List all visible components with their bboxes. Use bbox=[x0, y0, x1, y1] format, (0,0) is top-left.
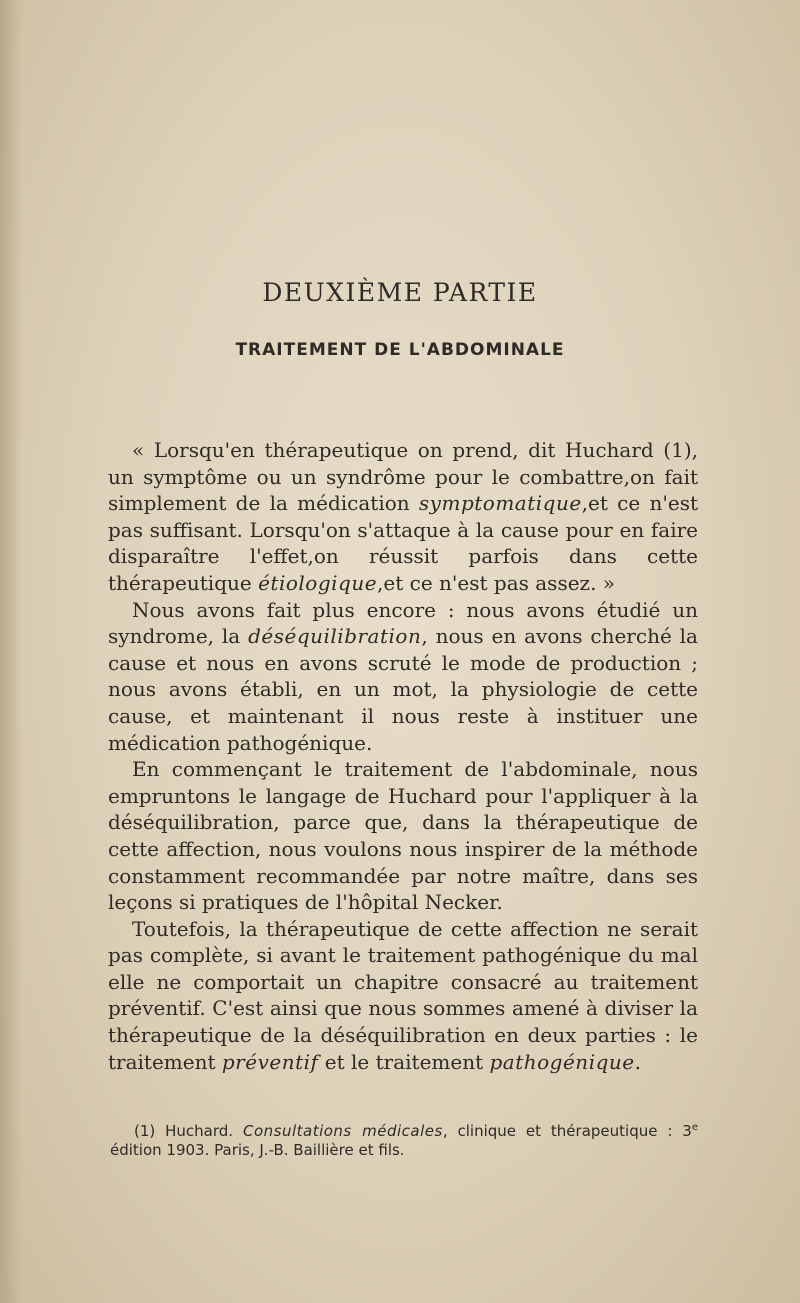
paragraph-2: Nous avons fait plus encore : nous avons étudié un syndrome, la déséquilibration, nous en avons cherché la cause et nous en avons scruté le mode de production ; nous avons établi, en un mot, la physiologie de cette cause, et maintenant il nous reste à instituer une médication pathogénique. bbox=[108, 597, 698, 755]
body-text bbox=[108, 437, 698, 1075]
page-binding-edge bbox=[0, 0, 22, 1303]
chapter-title: TRAITEMENT DE L'ABDOMINALE bbox=[235, 340, 565, 360]
paragraph-1: « Lorsqu'en thérapeutique on prend, dit Huchard (1), un symptôme ou un syndrôme pour le combattre,on fait simplement de la médication symptomatique,et ce n'est pas suffisant. Lorsqu'on s'attaque à la cause pour en faire disparaître l'effet,on réussit parfois dans cette thérapeutique étiologique,et ce n'est pas assez. » bbox=[108, 438, 699, 595]
paragraph-3: En commençant le traitement de l'abdominale, nous empruntons le langage de Huchard pour l'appliquer à la déséquilibration, parce que, dans la thérapeutique de cette affection, nous voulons nous inspirer de la méthode constamment recommandée par notre maître, dans ses leçons si pratiques de l'hôpital Necker. bbox=[108, 757, 698, 915]
paragraph-4: Toutefois, la thérapeutique de cette affection ne serait pas complète, si avant le traitement pathogénique du mal elle ne comportait un chapitre consacré au traitement préventif. C'est ainsi que nous sommes amené à diviser la thérapeutique de la déséquilibration en deux parties : le traitement préventif et le traitement pathogénique. bbox=[108, 916, 698, 1074]
footnote: (1) Huchard. Consultations médicales, clinique et thérapeutique : 3e édition 1903. Paris, J.-B. Baillière et fils. bbox=[110, 1122, 698, 1159]
part-title: DEUXIÈME PARTIE bbox=[262, 278, 538, 307]
